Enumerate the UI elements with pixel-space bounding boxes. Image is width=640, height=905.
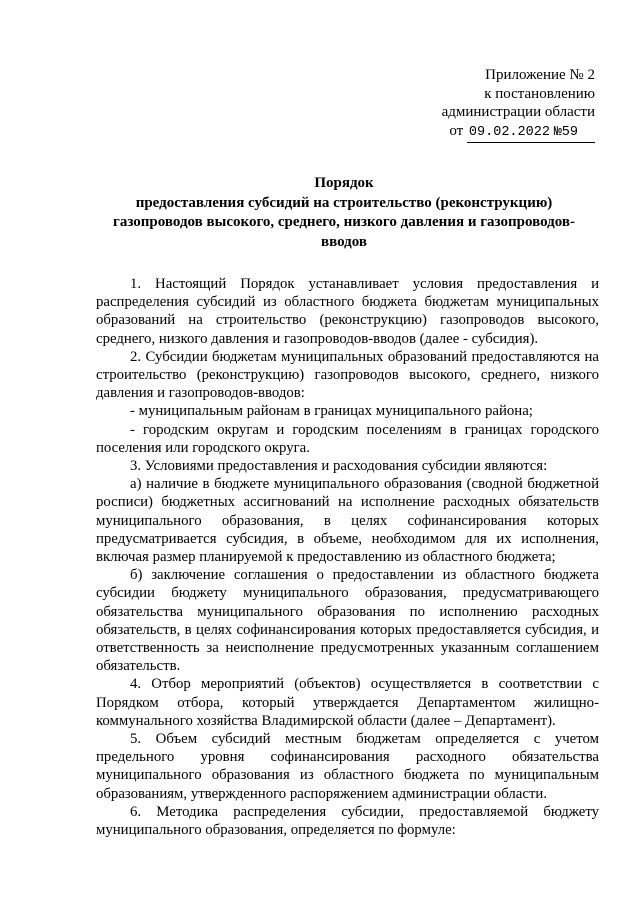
paragraph-1: 1. Настоящий Порядок устанавливает условия предоставления и распределения субсидий из областного бюджета бюджетам муниципальных образований на строительство (реконструкцию) газопроводов высокого, среднего, низкого давления и газопроводов-вводов (далее - субсидия). bbox=[96, 276, 599, 347]
title-line-1: Порядок bbox=[314, 175, 374, 191]
paragraph-2-item-2: - городским округам и городским поселениям в границах городского поселения или городского округа. bbox=[96, 421, 599, 456]
paragraph-3: 3. Условиями предоставления и расходования субсидии являются: bbox=[130, 458, 548, 475]
resolution-date: 09.02.2022 bbox=[468, 124, 550, 140]
date-fill bbox=[467, 122, 595, 144]
paragraph-2-item-1: - муниципальным районам в границах муниципального района; bbox=[130, 403, 533, 420]
paragraph-3-item-a: а) наличие в бюджете муниципального образования (сводной бюджетной росписи) бюджетных ассигнований на исполнение расходных обязательств муниципального образования, в целях софинансирования которых предусматривается субсидия, в объеме, необходимом для их исполнения, включая размер планируемой к предоставлению из областного бюджета; bbox=[96, 476, 599, 566]
appendix-to-resolution: к постановлению bbox=[484, 85, 595, 102]
paragraph-2: 2. Субсидии бюджетам муниципальных образований предоставляются на строительство (реконструкцию) газопроводов высокого, среднего, низкого давления и газопроводов-вводов: bbox=[96, 348, 599, 402]
paragraph-3-item-b: б) заключение соглашения о предоставлении из областного бюджета субсидии бюджету муниципального образования, предусматривающего обязательства муниципального образования по исполнению расходных обязательств, в целях софинансирования которых предоставляется субсидия, и ответственность за неисполнение предусмотренных указанным соглашением обязательств. bbox=[96, 567, 599, 675]
title-line-4: вводов bbox=[321, 233, 367, 250]
resolution-number: №59 bbox=[553, 124, 578, 140]
paragraph-6: 6. Методика распределения субсидии, предоставляемой бюджету муниципального образования, определяется по формуле: bbox=[96, 803, 599, 839]
document-title bbox=[90, 174, 598, 252]
paragraph-4: 4. Отбор мероприятий (объектов) осуществляется в соответствии с Порядком отбора, который утверждается Департаментом жилищно-коммунального хозяйства Владимирской области (далее – Департамент). bbox=[96, 676, 599, 729]
appendix-header bbox=[442, 66, 595, 143]
document-body bbox=[96, 275, 599, 839]
appendix-number: Приложение № 2 bbox=[485, 67, 595, 83]
appendix-date-line bbox=[442, 122, 595, 144]
title-line-2: предоставления субсидий на строительство (реконструкцию) bbox=[135, 194, 553, 211]
appendix-issuer: администрации области bbox=[441, 104, 595, 120]
title-line-3: газопроводов высокого, среднего, низкого давления и газопроводов- bbox=[113, 214, 575, 230]
paragraph-5: 5. Объем субсидий местным бюджетам определяется с учетом предельного уровня софинансирования расходного обязательства муниципального образования из областного бюджета по муниципальным образованиям, утвержденного распоряжением администрации области. bbox=[96, 731, 599, 802]
date-prefix: от bbox=[449, 122, 464, 139]
